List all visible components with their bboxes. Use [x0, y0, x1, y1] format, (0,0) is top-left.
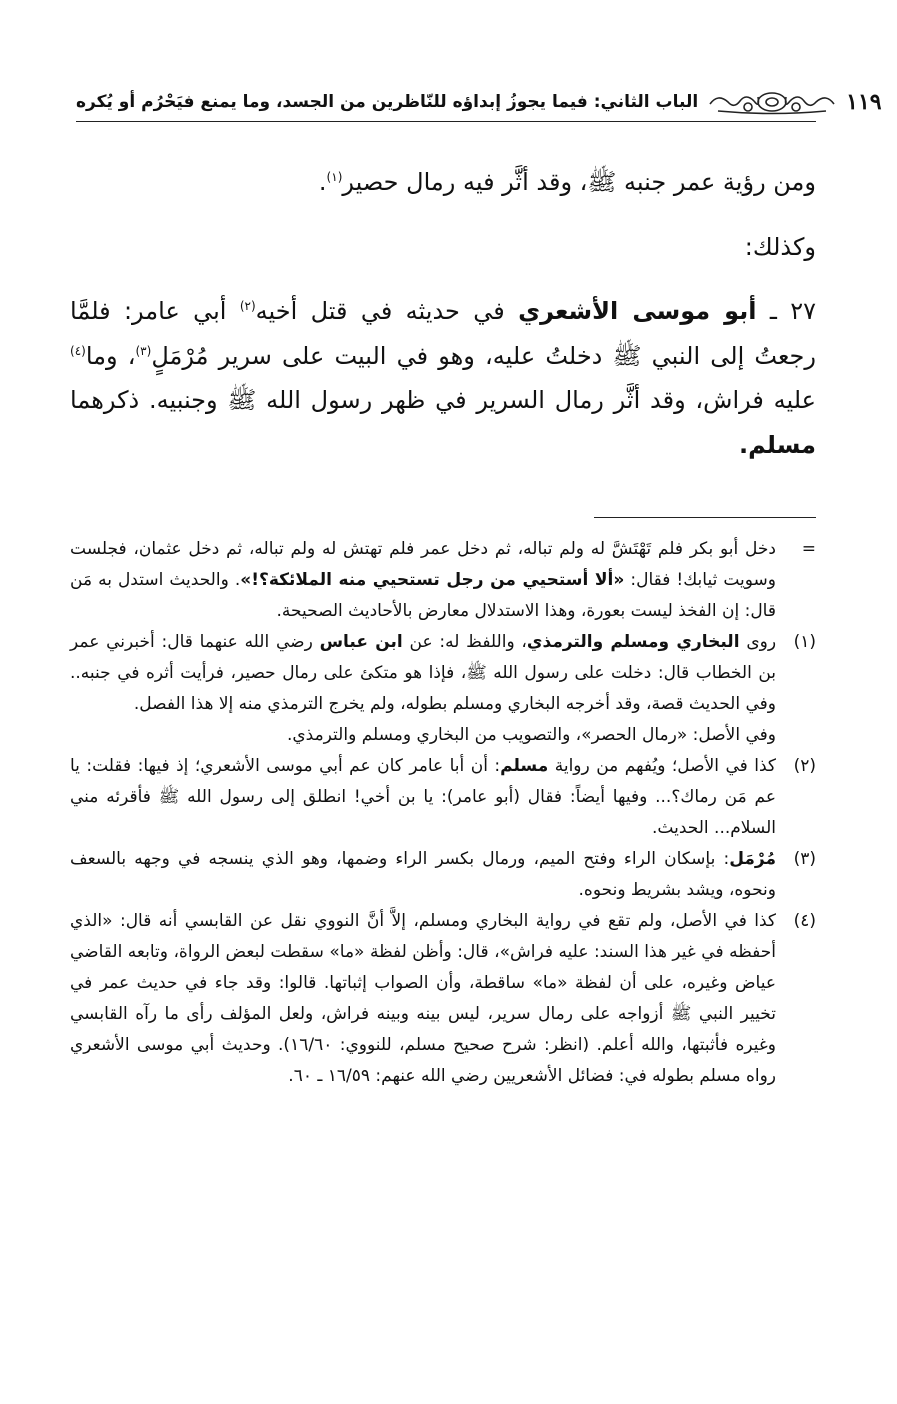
page-number: ١١٩: [846, 89, 882, 115]
footnote-bold: ابن عباس: [319, 632, 403, 652]
footnote-bold: مُرْمَل: [729, 849, 776, 869]
footnote-3: [70, 844, 816, 906]
header-rule: [76, 121, 816, 122]
footnote-continued: [70, 534, 816, 627]
hadith-number: ٢٧ ـ: [769, 297, 816, 325]
chapter-title: الباب الثاني: فيما يجوزُ إبداؤه للنّاظرين من الجسد، وما يمنع فيَحْرُم أو يُكره: [76, 92, 699, 112]
footnote-1: [70, 627, 816, 720]
footnote-4: [70, 906, 816, 1092]
footnote-text: كذا في الأصل، ولم تقع في رواية البخاري ومسلم، إلاَّ أنَّ النووي نقل عن القابسي أنه قال: «الذي أحفظه في غير هذا السند: عليه فراش»، قال: وأظن لفظة «ما» سقطت لبعض الرواة، وتابعه القاضي عياض وغيره، على أن لفظة «ما» ساقطة، وأن الصواب إثباتها. قالوا: وقد جاء في حديث عمر في تخيير النبي ﷺ أزواجه على رمال سرير، ليس بينه وبينه فراش، ولعل المؤلف رأى ما رآه القابسي وغيره فأثبتها، والله أعلم. (انظر: شرح صحيح مسلم، للنووي: ١٦/٦٠). وحديث أبي موسى الأشعري رواه مسلم بطوله في: فضائل الأشعريين رضي الله عنهم: ١٦/٥٩ ـ ٦٠.: [70, 911, 776, 1086]
footnote-ref-2: (٢): [239, 299, 256, 313]
p2-text: وكذلك:: [744, 232, 816, 261]
footnote-text: دخل أبو بكر فلم تَهْتَشَّ له ولم تباله، ثم دخل عمر فلم تهتش له ولم تباله، ثم دخل عثمان، فجلست وسويت ثيابك! فقال:: [70, 539, 776, 590]
paragraph-3: [70, 289, 816, 467]
footnote-1-extra: وفي الأصل: «رمال الحصر»، والتصويب من البخاري ومسلم والترمذي.: [286, 725, 776, 745]
footnote-ref-3: (٣): [135, 343, 152, 358]
footnote-text: رضي الله عنهما قال: أخبرني عمر بن الخطاب قال: دخلت على رسول الله ﷺ، فإذا هو متكئ على رمال حصير، فرأيت أثره في جنبه.. وفي الحديث قصة، وقد أخرجه البخاري ومسلم بطوله، ولم يخرج الترمذي منه إلا هذا الفصل.: [70, 632, 776, 714]
footnote-bold: مسلم: [500, 756, 549, 776]
footnote-marker: (٢): [793, 756, 816, 776]
footnote-text: . والحديث استدل به مَن قال: إن الفخذ ليست بعورة، وهذا الاستدلال معارض بالأحاديث الصحيحة.: [70, 570, 776, 621]
p1-text: ومن رؤية عمر جنبه ﷺ، وقد أثَّر فيه رمال حصير: [342, 168, 816, 196]
footnote-separator: [594, 517, 816, 518]
narrator-name: أبو موسى الأشعري: [518, 297, 757, 325]
footnote-text: كذا في الأصل؛ ويُفهم من رواية: [554, 756, 776, 776]
p3-source: مسلم.: [738, 430, 816, 459]
paragraph-2: [70, 225, 816, 270]
p3-text-d: عليه فراش، وقد أثَّر رمال السرير في ظهر رسول الله ﷺ وجنبيه. ذكرهما: [70, 386, 816, 414]
main-text: [70, 160, 816, 467]
footnote-ref-1: (١): [326, 170, 343, 184]
footnotes: [70, 534, 816, 1092]
footnote-text: : بإسكان الراء وفتح الميم، ورمال بكسر الراء وضمها، وهو الذي ينسجه في وجهه بالسعف ونحوه، ويشد بشريط ونحوه.: [70, 849, 776, 900]
footnote-bold: البخاري ومسلم والترمذي: [526, 632, 740, 652]
paragraph-1: [70, 160, 816, 205]
footnote-text: روى: [746, 632, 777, 652]
footnote-marker: (١): [793, 632, 816, 652]
p1-end: .: [318, 168, 327, 196]
footnote-marker: =: [801, 539, 816, 559]
footnote-2: [70, 751, 816, 844]
p3-text-a: في حديثه في قتل أخيه: [255, 297, 505, 325]
footnote-text: ، واللفظ له: عن: [409, 632, 527, 652]
footnote-ref-4: (٤): [70, 343, 86, 358]
footnote-marker: (٤): [793, 911, 816, 931]
ornament-icon: [708, 89, 836, 115]
p3-text-c: ، وما: [85, 341, 136, 370]
footnote-marker: (٣): [793, 849, 816, 869]
footnote-text: : أن أبا عامر كان عم أبي موسى الأشعري؛ إذ فيها: فقلت: يا عم مَن رماك؟... وفيها أيضاً: فقال (أبو عامر): يا بن أخي! انطلق إلى رسول الله ﷺ فأقرئه مني السلام... الحديث.: [70, 756, 776, 838]
p3-text-b: أبي عامر: فلمَّا رجعتُ إلى النبي ﷺ دخلتُ عليه، وهو في البيت على سرير مُرْمَلٍ: [70, 297, 816, 370]
running-header: [76, 86, 882, 118]
footnote-quote: «ألا أستحيي من رجل تستحيي منه الملائكة؟!»: [240, 570, 625, 590]
